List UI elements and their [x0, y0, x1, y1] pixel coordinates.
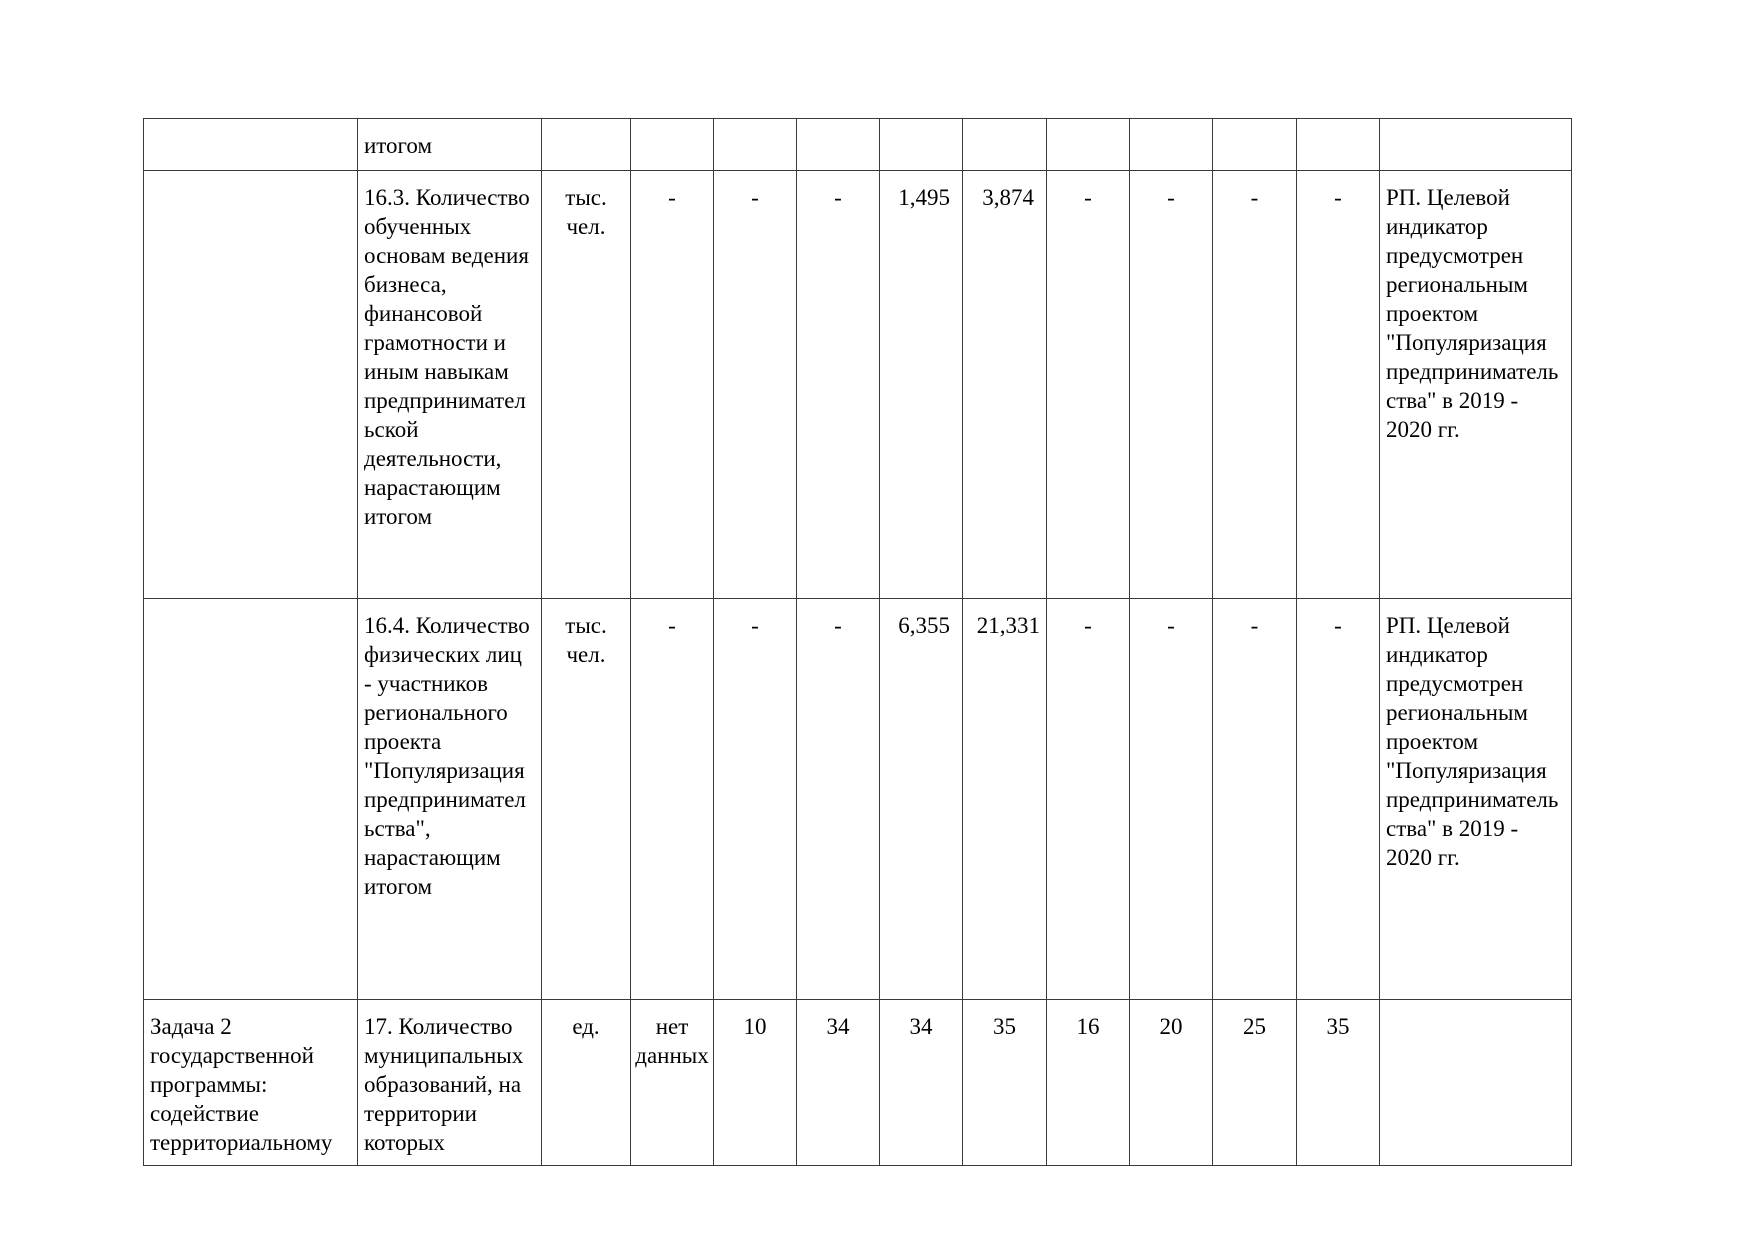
value-cell: 21,331 [963, 599, 1047, 1000]
value-cell: - [1297, 599, 1380, 1000]
note-cell [1380, 119, 1572, 171]
value-cell: - [797, 599, 880, 1000]
value-cell: 6,355 [880, 599, 963, 1000]
table-row [144, 119, 1572, 171]
value-cell: - [714, 171, 797, 599]
value-cell: - [797, 171, 880, 599]
note-cell: РП. Целевой индикатор предусмотрен региональным проектом "Популяризация предпринимательства" в 2019 - 2020 гг. [1380, 171, 1572, 599]
indicators-table [143, 118, 1572, 1166]
value-cell: - [714, 599, 797, 1000]
value-cell [1213, 119, 1297, 171]
task-cell [144, 171, 358, 599]
value-cell: 3,874 [963, 171, 1047, 599]
value-cell: - [631, 599, 714, 1000]
value-cell: - [1213, 171, 1297, 599]
unit-cell [542, 119, 631, 171]
value-cell: - [1297, 171, 1380, 599]
table-row [144, 1000, 1572, 1166]
value-cell [1130, 119, 1213, 171]
value-cell: нет данных [631, 1000, 714, 1166]
value-cell: 34 [797, 1000, 880, 1166]
indicator-cell: итогом [358, 119, 542, 171]
value-cell: - [1213, 599, 1297, 1000]
unit-cell: тыс. чел. [542, 599, 631, 1000]
value-cell [714, 119, 797, 171]
unit-cell: тыс. чел. [542, 171, 631, 599]
indicator-cell: 16.4. Количество физических лиц - участников регионального проекта "Популяризация предпринимательства", нарастающим итогом [358, 599, 542, 1000]
value-cell [880, 119, 963, 171]
note-cell: РП. Целевой индикатор предусмотрен региональным проектом "Популяризация предпринимательства" в 2019 - 2020 гг. [1380, 599, 1572, 1000]
value-cell [797, 119, 880, 171]
task-cell [144, 599, 358, 1000]
task-cell [144, 119, 358, 171]
table-row [144, 171, 1572, 599]
value-cell: 16 [1047, 1000, 1130, 1166]
value-cell: 34 [880, 1000, 963, 1166]
value-cell: 35 [1297, 1000, 1380, 1166]
value-cell: 10 [714, 1000, 797, 1166]
indicator-cell: 17. Количество муниципальных образований, на территории которых [358, 1000, 542, 1166]
value-cell: 1,495 [880, 171, 963, 599]
value-cell [963, 119, 1047, 171]
unit-cell: ед. [542, 1000, 631, 1166]
value-cell: - [1130, 599, 1213, 1000]
note-cell [1380, 1000, 1572, 1166]
value-cell: - [631, 171, 714, 599]
value-cell: - [1047, 171, 1130, 599]
value-cell [1047, 119, 1130, 171]
table-row [144, 599, 1572, 1000]
value-cell: - [1047, 599, 1130, 1000]
value-cell [1297, 119, 1380, 171]
value-cell: 35 [963, 1000, 1047, 1166]
value-cell: 25 [1213, 1000, 1297, 1166]
value-cell [631, 119, 714, 171]
task-cell: Задача 2 государственной программы: содействие территориальному [144, 1000, 358, 1166]
indicator-cell: 16.3. Количество обученных основам ведения бизнеса, финансовой грамотности и иным навыкам предпринимательской деятельности, нарастающим итогом [358, 171, 542, 599]
value-cell: 20 [1130, 1000, 1213, 1166]
value-cell: - [1130, 171, 1213, 599]
